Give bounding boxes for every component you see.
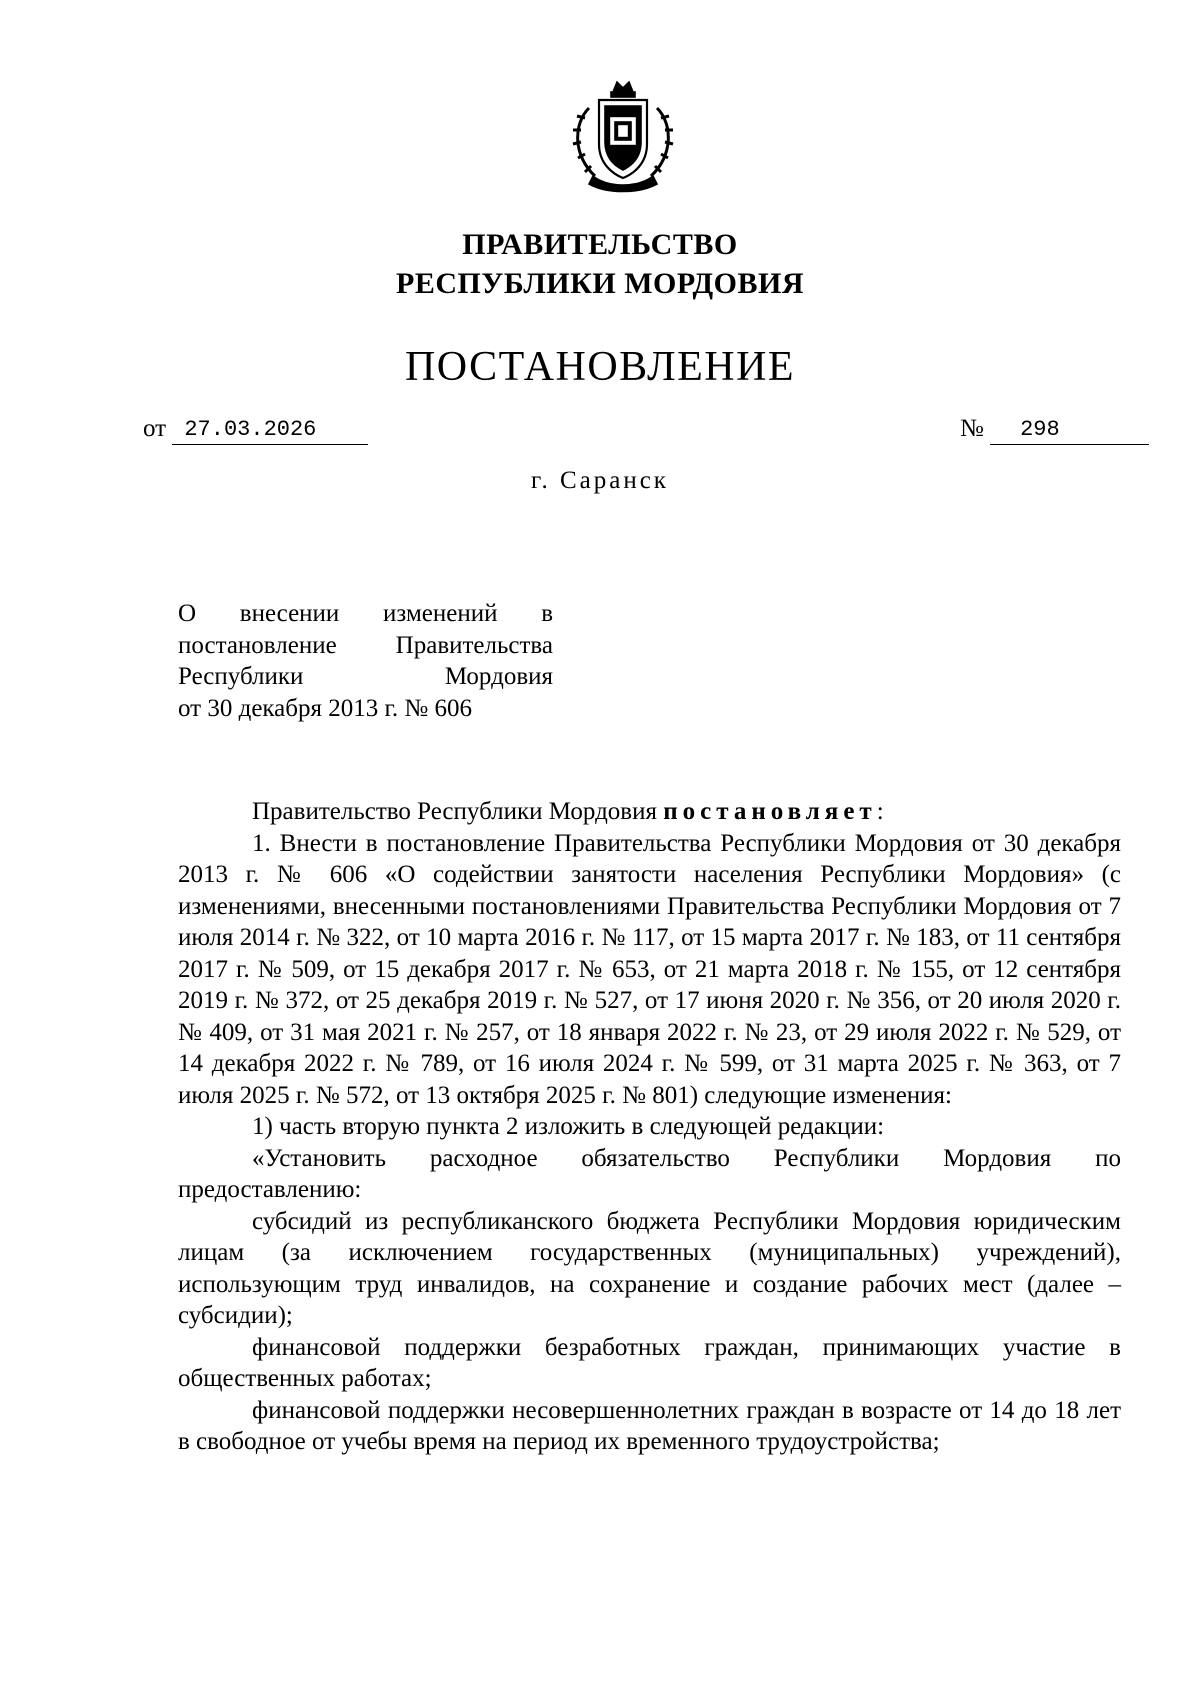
number-block: [960, 413, 1149, 445]
org-title-line2: РЕСПУБЛИКИ МОРДОВИЯ: [396, 267, 804, 300]
body-paragraph: финансовой поддержки безработных граждан, принимающих участие в общественных работах;: [178, 1333, 1121, 1392]
coat-of-arms-emblem: [567, 78, 679, 196]
org-title-line1: ПРАВИТЕЛЬСТВО: [462, 228, 738, 261]
intro-end: :: [876, 798, 884, 825]
document-type: ПОСТАНОВЛЕНИЕ: [404, 344, 796, 390]
document-subject: [178, 598, 553, 724]
body-paragraph: «Установить расходное обязательство Республики Мордовия по предоставлению:: [178, 1144, 1121, 1203]
intro-emphasis: постановляет: [663, 798, 877, 825]
subject-line: Республики Мордовия: [178, 663, 553, 690]
subject-line: от 30 декабря 2013 г. № 606: [178, 694, 473, 722]
subject-line: О внесении изменений в: [178, 600, 553, 627]
number-field: 298: [990, 417, 1149, 445]
date-prefix: от: [143, 415, 167, 442]
body-paragraph: 1. Внести в постановление Правительства Республики Мордовия от 30 декабря 2013 г. № 606 «О содействии занятости населения Республики Мордовия» (с изменениями, внесенными постановлениями Правительства Республики Мордовия от 7 июля 2014 г. № 322, от 10 марта 2016 г. № 117, от 15 марта 2017 г. № 183, от 11 сентября 2017 г. № 509, от 15 декабря 2017 г. № 653, от 21 марта 2018 г. № 155, от 12 сентября 2019 г. № 372, от 25 декабря 2019 г. № 527, от 17 июня 2020 г. № 356, от 20 июля 2020 г. № 409, от 31 мая 2021 г. № 257, от 18 января 2022 г. № 23, от 29 июля 2022 г. № 529, от 14 декабря 2022 г. № 789, от 16 июля 2024 г. № 599, от 31 марта 2025 г. № 363, от 7 июля 2025 г. № 572, от 13 октября 2025 г. № 801) следующие изменения:: [178, 829, 1121, 1109]
date-block: [143, 413, 368, 445]
body-paragraph: субсидий из республиканского бюджета Республики Мордовия юридическим лицам (за исключением государственных (муниципальных) учреждений), использующим труд инвалидов, на сохранение и создание рабочих мест (далее – субсидии);: [178, 1207, 1121, 1329]
intro-text: Правительство Республики Мордовия: [252, 798, 664, 825]
number-prefix: №: [960, 415, 984, 442]
body-paragraph: финансовой поддержки несовершеннолетних граждан в возрасте от 14 до 18 лет в свободное от учебы время на период их временного трудоустройства;: [178, 1396, 1121, 1455]
body-paragraph: 1) часть вторую пункта 2 изложить в следующей редакции:: [252, 1113, 885, 1140]
document-body: [178, 796, 1121, 1458]
date-field: 27.03.2026: [172, 417, 368, 445]
city: г. Саранск: [531, 467, 669, 494]
subject-line: постановление Правительства: [178, 631, 553, 659]
intro-paragraph: [178, 796, 1121, 828]
